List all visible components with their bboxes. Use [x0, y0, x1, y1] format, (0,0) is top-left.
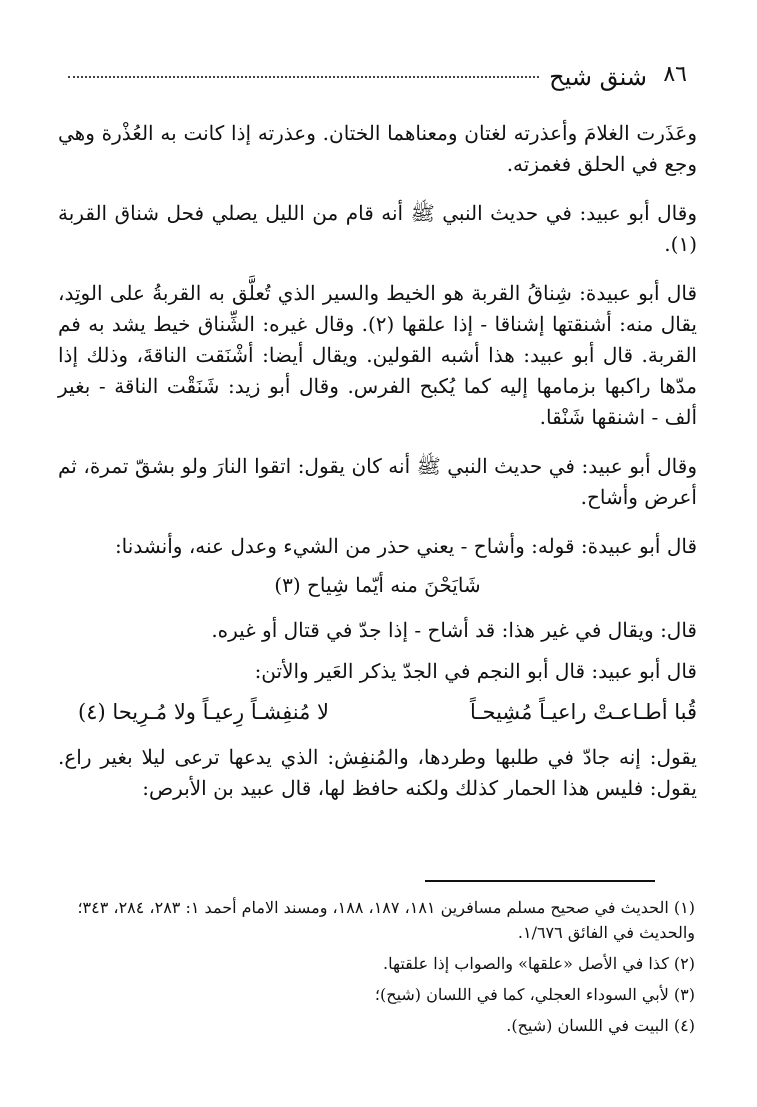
paragraph: وقال أبو عبيد: في حديث النبي ﷺ أنه كان يقول: اتقوا النارَ ولو بشقّ تمرة، ثم أعرض وأشاح. [58, 454, 697, 509]
paragraph: قال أبو عبيدة: شِناقُ القربة هو الخيط والسير الذي تُعلَّق به القربةُ على الوتِد، يقال منه: أشنقتها إشناقا - إذا علقها (٢). وقال غيره: الشِّناق خيط يشد به فم القربة. قال أبو عبيد: هذا أشبه القولين. ويقال أيضا: أشْنَقت الناقةَ، وذلك إذا مدّها راكبها بزمامها إليه كما يُكبح الفرس. وقال أبو زيد: شَنَقْت الناقة - بغير ألف - اشنقها شَنْقا. [58, 281, 697, 429]
main-text [58, 118, 697, 822]
paragraph: وعَذَرت الغلامَ وأعذرته لغتان ومعناهما الختان. وعذرته إذا كانت به العُذْرة وهي وجع في الحلق فغمزته. [58, 121, 697, 176]
paragraph: قال أبو عبيدة: قوله: وأشاح - يعني حذر من الشيء وعدل عنه، وأنشدنا: [114, 534, 697, 558]
paragraph: يقول: إنه جادّ في طلبها وطردها، والمُنفِش: الذي يدعها ترعى ليلا بغير راع. يقول: فليس هذا الحمار كذلك ولكنه حافظ لها، قال عبيد بن الأبرص: [58, 745, 697, 800]
running-title: شنق شيح [549, 63, 647, 91]
footnote: (٣) لأبي السوداء العجلي، كما في اللسان (شيح)؛ [374, 985, 695, 1004]
paragraph: قال: ويقال في غير هذا: قد أشاح - إذا جدّ في قتال أو غيره. [211, 618, 697, 642]
paragraph: قال أبو عبيد: قال أبو النجم في الجدّ يذكر العَير والأتن: [254, 659, 697, 683]
header-dotted-rule [68, 76, 539, 78]
paragraph: وقال أبو عبيد: في حديث النبي ﷺ أنه قام من الليل يصلي فحل شناق القربة (١). [58, 201, 697, 256]
footnote: (٢) كذا في الأصل «علقها» والصواب إذا علقتها. [383, 954, 695, 973]
footnote: (١) الحديث في صحيح مسلم مسافرين ١٨١، ١٨٧، ١٨٨، ومسند الامام أحمد ١: ٢٨٣، ٢٨٤، ٣٤٣؛ والحديث في الفائق ١/٦٧٦. [77, 898, 695, 942]
footnotes [58, 895, 695, 1044]
page-header [58, 62, 687, 92]
verse-second-hemistich: لا مُنفِشـاً رِعيـاً ولا مُـرِيحا (٤) [78, 700, 329, 724]
page-number: ٨٦ [663, 62, 687, 87]
footnote: (٤) البيت في اللسان (شيح). [506, 1016, 695, 1035]
footnote-separator [425, 880, 655, 882]
verse-couplet [58, 697, 697, 728]
verse-first-hemistich: قُبا أطـاعـتْ راعيـاً مُشِيحـاً [469, 700, 697, 724]
verse-line: شَايَحْنَ منه أيّما شِياح (٣) [274, 573, 481, 597]
